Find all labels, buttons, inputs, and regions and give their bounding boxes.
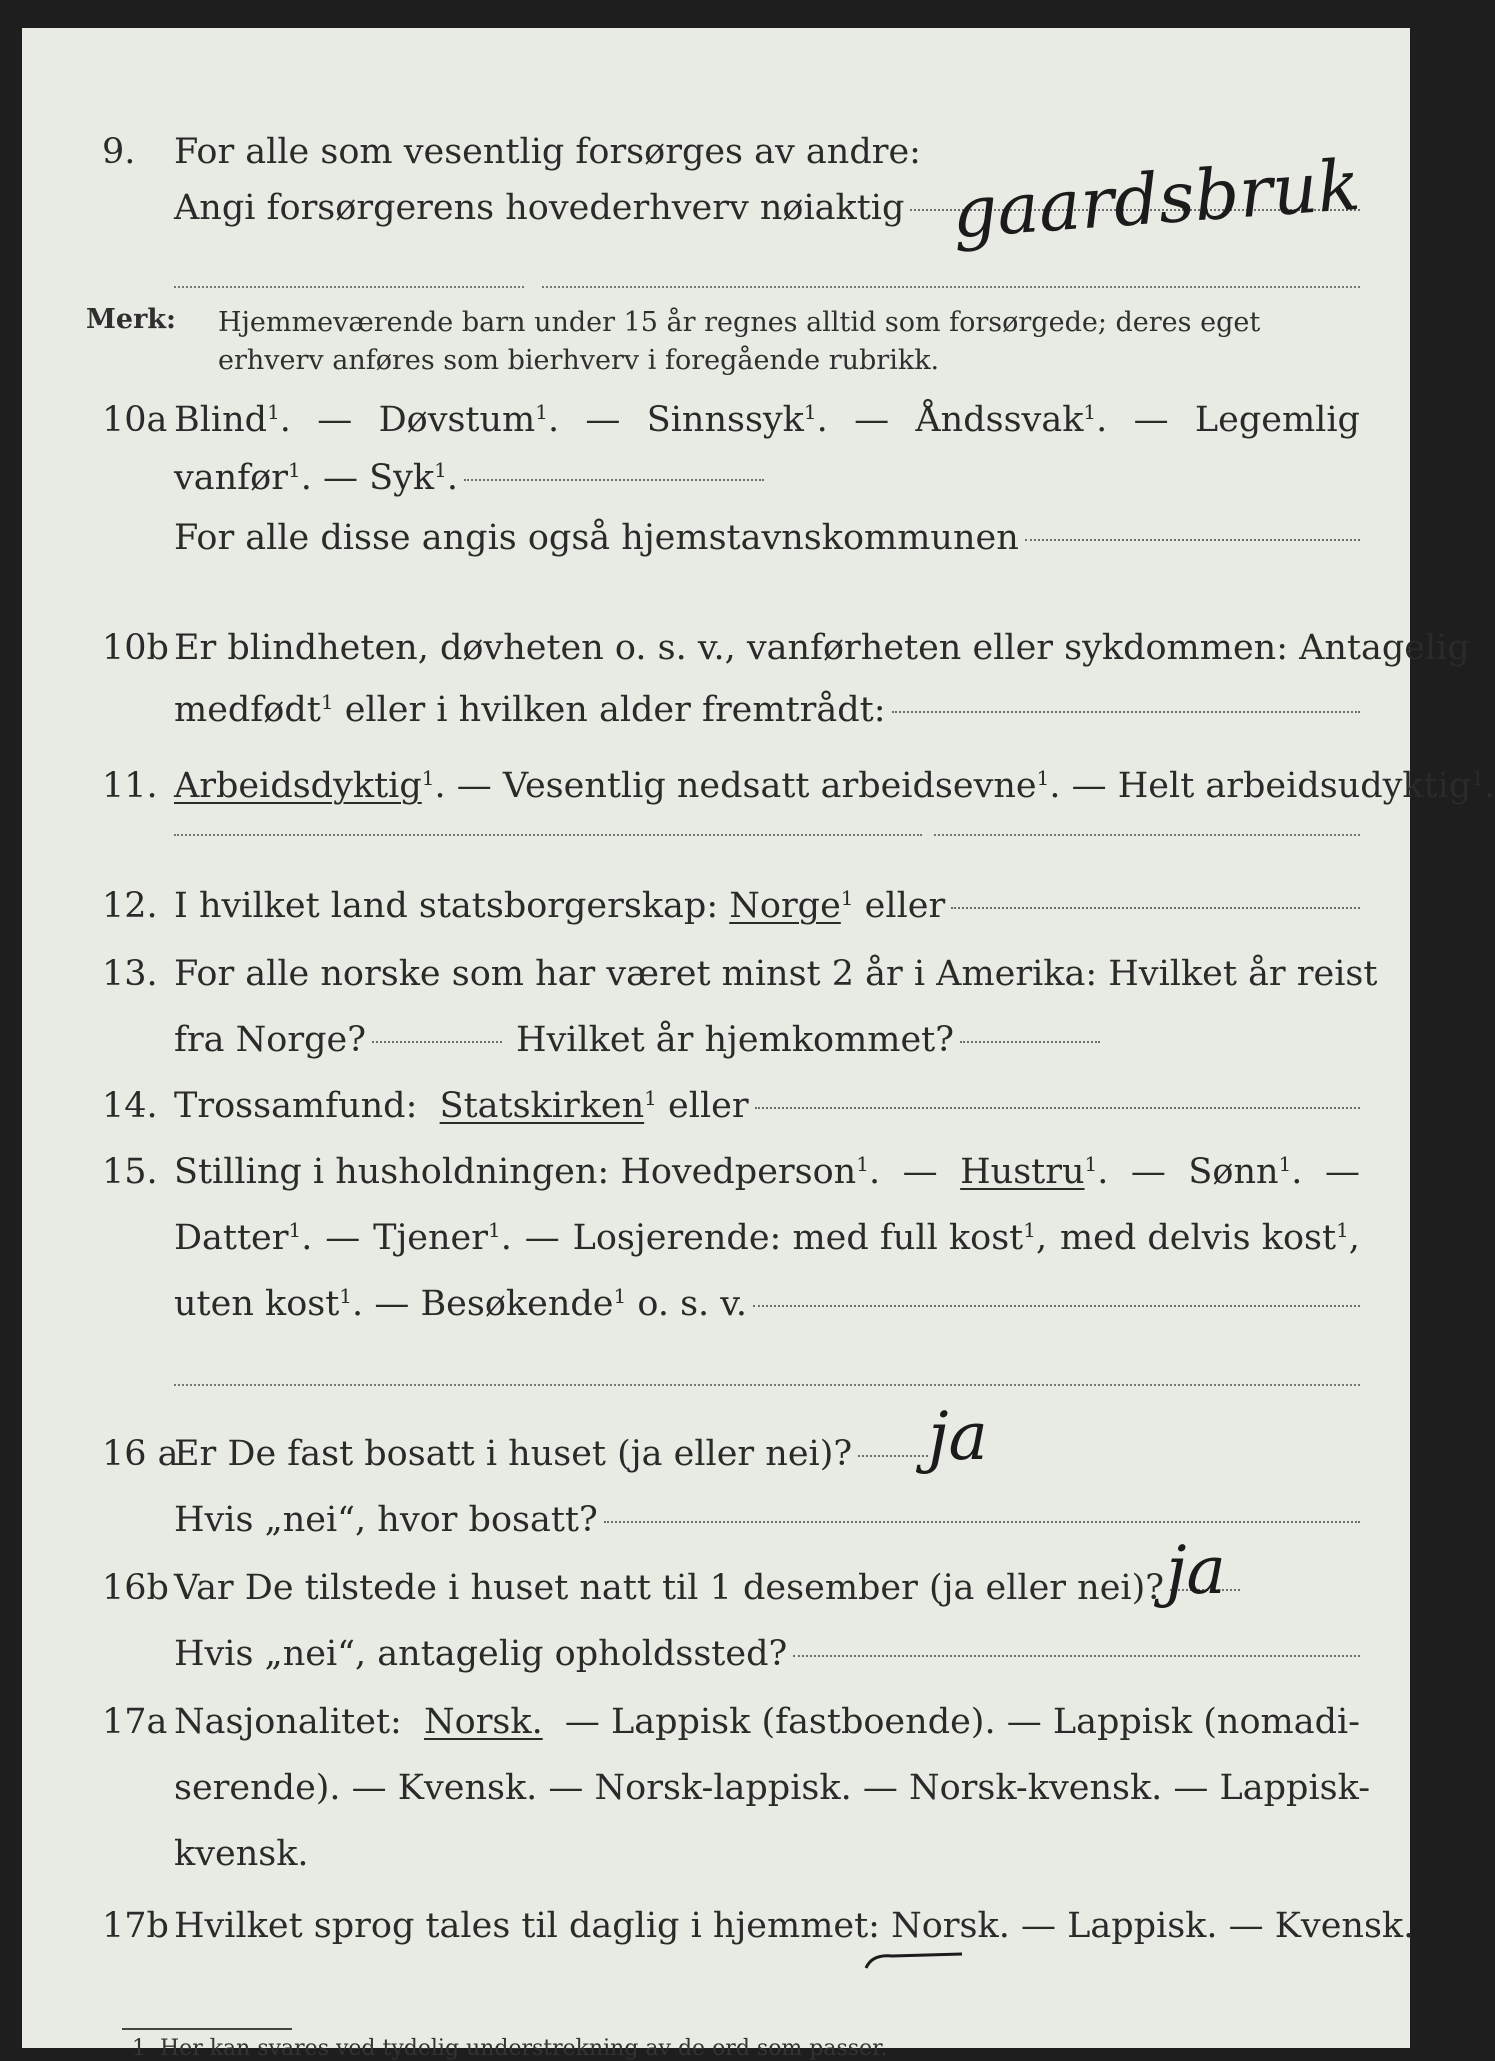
census-form-page bbox=[22, 28, 1495, 2061]
q10b-number: 10b bbox=[102, 628, 169, 668]
q15-opt-sonn: Sønn$^1$. bbox=[1188, 1152, 1303, 1192]
q10a-hjemstavn-label: For alle disse angis også hjemstavnskommunen bbox=[174, 518, 1019, 558]
q11-opt-udyktig: Helt arbeidsudyktig$^1$. bbox=[1117, 766, 1495, 806]
q17b-handwritten-underline bbox=[862, 1946, 972, 1976]
q10a-syk-field[interactable] bbox=[464, 479, 764, 481]
q9-question: For alle som vesentlig forsørges av andre: bbox=[174, 132, 921, 172]
q12-opt-norge-underlined: Norge bbox=[729, 886, 841, 926]
q15-opt-full-kost: Losjerende: med full kost$^1$, bbox=[572, 1218, 1048, 1258]
q13-hjemkommet-label: Hvilket år hjemkommet? bbox=[516, 1020, 955, 1060]
q10a-opt-vanfor: vanfør$^1$. bbox=[174, 458, 312, 498]
footnote-mark: 1 bbox=[132, 2036, 146, 2061]
q15-opt-datter: Datter$^1$. bbox=[174, 1218, 313, 1258]
q9-handwritten-answer: gaardsbruk bbox=[949, 143, 1363, 255]
q15-opt-besokende: Besøkende$^1$ bbox=[420, 1284, 627, 1324]
q13-reist-label: fra Norge? bbox=[174, 1020, 366, 1060]
q10a-opt-sinnssyk: Sinnssyk$^1$. bbox=[646, 400, 828, 440]
q13-question: For alle norske som har været minst 2 år i Amerika: Hvilket år reist bbox=[174, 954, 1378, 994]
q10b-alder-field[interactable] bbox=[892, 711, 1360, 713]
q16b-opholdssted-label: Hvis „nei“, antagelig opholdssted? bbox=[174, 1634, 788, 1674]
q15-opt-hovedperson: Stilling i husholdningen: Hovedperson$^1$. bbox=[174, 1152, 881, 1192]
q17a-opts-line2: serende). — Kvensk. — Norsk-lappisk. — Norsk-kvensk. — Lappisk- bbox=[174, 1768, 1371, 1808]
q15-other-field[interactable] bbox=[753, 1305, 1360, 1307]
q17a-line2 bbox=[22, 1762, 1410, 1814]
q17a-opt-norsk-underlined: Norsk. bbox=[424, 1702, 543, 1742]
q17b-opts-rest: — Lappisk. — Kvensk. bbox=[1020, 1906, 1415, 1946]
q16b-line2 bbox=[22, 1628, 1410, 1680]
q9-instruction: Angi forsørgerens hovederhverv nøiaktig bbox=[174, 188, 905, 228]
q15-number: 15. bbox=[102, 1152, 158, 1192]
q11-opt-arbeidsdyktig-underlined: Arbeidsdyktig bbox=[174, 766, 422, 806]
q10a-opt-blind: Blind$^1$. bbox=[174, 400, 291, 440]
q14-number: 14. bbox=[102, 1086, 158, 1126]
q14-eller: eller bbox=[668, 1086, 749, 1126]
q9-dotted-rule-left bbox=[174, 286, 524, 288]
q10a-opt-syk: Syk$^1$. bbox=[369, 458, 458, 498]
q16b-question: Var De tilstede i huset natt til 1 desember (ja eller nei)? bbox=[174, 1568, 1165, 1608]
q16a-answer-field[interactable] bbox=[858, 1455, 928, 1457]
q12-number: 12. bbox=[102, 886, 158, 926]
q11-dotted-rule-left bbox=[174, 834, 922, 836]
q10a-number: 10a bbox=[102, 400, 168, 440]
q16a-handwritten-answer: ja bbox=[928, 1398, 988, 1475]
q16a-bosatt-label: Hvis „nei“, hvor bosatt? bbox=[174, 1500, 598, 1540]
q11-line1: 11. Arbeidsdyktig 1 . — Vesentlig nedsatt arbeidsevne$^1$. — Helt arbeidsudyktig$^1$. bbox=[22, 760, 1410, 812]
q15-dotted-rule bbox=[174, 1384, 1360, 1386]
q12-eller: eller bbox=[864, 886, 946, 926]
merk-label: Merk: bbox=[86, 304, 176, 335]
q16a-number: 16 a bbox=[102, 1434, 179, 1474]
q10a-line3 bbox=[22, 512, 1410, 564]
q15-osv: o. s. v. bbox=[637, 1284, 748, 1324]
q17a-line3 bbox=[22, 1828, 1410, 1880]
q14-question: Trossamfund: bbox=[174, 1086, 418, 1126]
q14-opt-statskirken-underlined: Statskirken bbox=[439, 1086, 645, 1126]
q10a-line2: vanfør$^1$. — Syk$^1$. bbox=[22, 452, 1410, 504]
q15-opt-tjener: Tjener$^1$. bbox=[373, 1218, 512, 1258]
q17b-number: 17b bbox=[102, 1906, 169, 1946]
q15-line1: 15. Stilling i husholdningen: Hovedperson$^1$. — Hustru$^1$. — Sønn$^1$. — bbox=[22, 1146, 1410, 1198]
q16b-handwritten-answer: ja bbox=[1166, 1532, 1226, 1609]
q11-dotted-rule-right bbox=[934, 834, 1360, 836]
q16a-line1 bbox=[22, 1428, 1410, 1480]
q12-line: 12. I hvilket land statsborgerskap: Norge 1 eller bbox=[22, 880, 1410, 932]
q14-line: 14. Trossamfund: Statskirken 1 eller bbox=[22, 1080, 1410, 1132]
q17b-opt-norsk: Norsk. bbox=[891, 1906, 1010, 1946]
q17a-question: Nasjonalitet: bbox=[174, 1702, 402, 1742]
q17a-line1 bbox=[22, 1696, 1410, 1748]
q11-opt-nedsatt: Vesentlig nedsatt arbeidsevne$^1$. bbox=[502, 766, 1061, 806]
q10a-hjemstavn-field[interactable] bbox=[1025, 539, 1360, 541]
q13-hjemkommet-field[interactable] bbox=[960, 1041, 1100, 1043]
q10b-alder-label: eller i hvilken alder fremtrådt: bbox=[344, 690, 886, 730]
footnote-rule bbox=[122, 2028, 292, 2030]
q15-opt-delvis-kost: med delvis kost$^1$, bbox=[1059, 1218, 1360, 1258]
q10a-opt-andssvak: Åndssvak$^1$. bbox=[915, 400, 1108, 440]
footnote bbox=[132, 2036, 887, 2061]
q10b-opt-medfodt: medfødt$^1$ bbox=[174, 690, 334, 730]
q15-opt-uten-kost: uten kost$^1$. bbox=[174, 1284, 364, 1324]
q10b-line1 bbox=[22, 622, 1470, 674]
q10a-opt-legemlig: Legemlig bbox=[1194, 400, 1360, 440]
footnote-text: Her kan svares ved tydelig understrekning av de ord som passer. bbox=[160, 2036, 888, 2061]
q10a-opt-dovstum: Døvstum$^1$. bbox=[378, 400, 560, 440]
q10a-line1: 10a Blind$^1$. — Døvstum$^1$. — Sinnssyk$^1$. — Åndssvak$^1$. — Legemlig bbox=[22, 394, 1410, 446]
q13-number: 13. bbox=[102, 954, 158, 994]
q16a-question: Er De fast bosatt i huset (ja eller nei)? bbox=[174, 1434, 853, 1474]
q16b-opholdssted-field[interactable] bbox=[793, 1655, 1360, 1657]
q17b-question: Hvilket sprog tales til daglig i hjemmet: bbox=[174, 1906, 880, 1946]
q10b-question: Er blindheten, døvheten o. s. v., vanførheten eller sykdommen: Antagelig bbox=[174, 628, 1470, 668]
merk-note: Hjemmeværende barn under 15 år regnes alltid som forsørgede; deres eget erhverv anføres som bierhverv i foregående rubrikk. bbox=[218, 307, 1261, 376]
q17a-number: 17a bbox=[102, 1702, 168, 1742]
q17b-line bbox=[22, 1900, 1415, 1952]
q17a-opts-lappisk: — Lappisk (fastboende). — Lappisk (nomadi- bbox=[564, 1702, 1360, 1742]
q12-question: I hvilket land statsborgerskap: bbox=[174, 886, 719, 926]
q15-line3: uten kost$^1$. — Besøkende$^1$ o. s. v. bbox=[22, 1278, 1410, 1330]
q14-other-field[interactable] bbox=[755, 1107, 1360, 1109]
q12-other-country-field[interactable] bbox=[951, 907, 1360, 909]
q15-opt-hustru-underlined: Hustru$^1$. bbox=[960, 1152, 1109, 1192]
q13-reist-field[interactable] bbox=[372, 1041, 502, 1043]
q10b-line2 bbox=[22, 684, 1410, 736]
q9-dotted-rule-right bbox=[542, 286, 1360, 288]
q9-number: 9. bbox=[102, 132, 136, 172]
q13-line1 bbox=[22, 948, 1410, 1000]
q13-line2 bbox=[22, 1014, 1410, 1066]
q15-line2: Datter$^1$. — Tjener$^1$. — Losjerende: med full kost$^1$, med delvis kost$^1$, bbox=[22, 1212, 1410, 1264]
q16b-number: 16b bbox=[102, 1568, 169, 1608]
q11-number: 11. bbox=[102, 766, 158, 806]
q16a-bosatt-field[interactable] bbox=[604, 1521, 1360, 1523]
q17a-opt-lappisk-kvensk: kvensk. bbox=[174, 1834, 309, 1874]
